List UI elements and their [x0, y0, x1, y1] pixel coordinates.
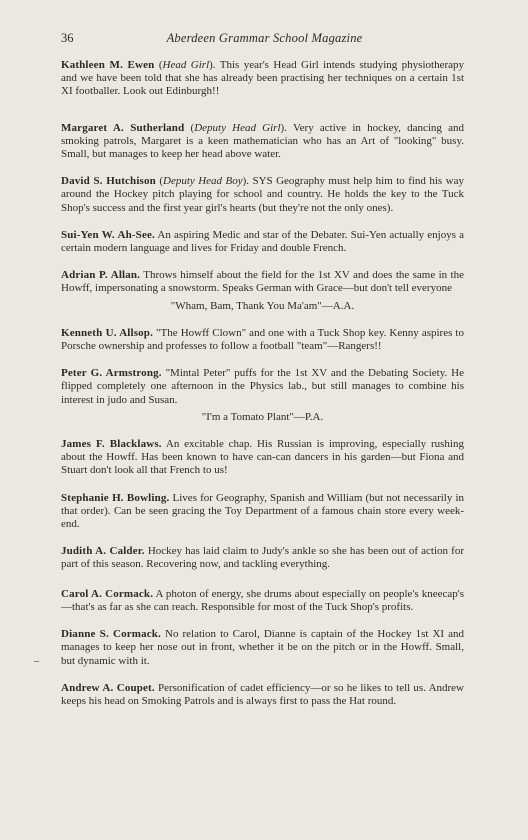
- entry-james-blacklaws: [61, 438, 464, 478]
- entry-role: Deputy Head Girl: [194, 121, 281, 134]
- entry-name: Sui-Yen W. Ah-See.: [61, 228, 155, 241]
- entry-text: Lives for Geography, Spanish and William (but not necessarily in that order). Can be seen gracing the Toy Department of a famous chain store every week-end.: [61, 491, 465, 531]
- entry-name: David S. Hutchison: [61, 175, 156, 188]
- entry-text: This year's Head Girl intends studying physiotherapy and we have been told that she has already been practising her techniques on a certain 1st XI footballer. Look out Edinburgh!!: [61, 59, 464, 98]
- entry-quote: "Wham, Bam, Thank You Ma'am"—A.A.: [170, 299, 355, 312]
- entry-name: Dianne S. Cormack.: [61, 628, 161, 641]
- page-number: 36: [61, 31, 74, 45]
- entry-name: Margaret A. Sutherland: [61, 121, 185, 134]
- entry-name: Kathleen M. Ewen: [61, 59, 155, 71]
- entry-text: Hockey has laid claim to Judy's ankle so she has been out of action for part of this season. Recovering now, and tackling everything.: [61, 545, 465, 571]
- entry-text: An aspiring Medic and star of the Debater. Sui-Yen actually enjoys a certain modern language and lives for Friday and double French.: [61, 228, 464, 255]
- entry-text: Very active in hockey, dancing and smoking patrols, Margaret is a keen mathematician who has an Art of "looking" busy. Small, but manages to keep her head above water.: [61, 121, 465, 161]
- entry-name: Carol A. Cormack.: [61, 587, 154, 600]
- entry-name: Andrew A. Coupet.: [61, 681, 155, 694]
- entries-list: [61, 59, 464, 708]
- entry-dianne-cormack: [61, 628, 464, 668]
- entry-stephanie-bowling: [61, 492, 464, 532]
- entry-sui-yen-ah-see: [61, 229, 464, 255]
- entry-peter-armstrong: [61, 367, 464, 424]
- entry-judith-calder: [61, 545, 464, 571]
- entry-margaret-sutherland: Margaret A. Sutherland (Deputy Head Girl). Very active in hockey, dancing and smoking patrols, Margaret is a keen mathematician who has an Art of "looking" busy. Small, but manages to keep her head above water.: [61, 121, 465, 161]
- entry-adrian-allan: [61, 269, 464, 313]
- entry-role: Deputy Head Boy: [163, 175, 243, 188]
- entry-text: An excitable chap. His Russian is improving, especially rushing about the Howff. Has been known to have can-can dancers in his garden—but Fiona and Stuart don't look all that French to us!: [61, 438, 464, 477]
- margin-dash-mark: [34, 661, 39, 662]
- running-head: [61, 31, 468, 47]
- entry-kenneth-allsop: [61, 327, 464, 353]
- entry-kathleen-ewen: Kathleen M. Ewen (Head Girl). This year's Head Girl intends studying physiotherapy and we have been told that she has already been practising her techniques on a certain 1st XI footballer. Look out Edinburgh!!: [61, 59, 464, 98]
- entry-name: Peter G. Armstrong.: [61, 367, 162, 380]
- entry-name: Stephanie H. Bowling.: [61, 491, 170, 504]
- entry-text: Throws himself about the field for the 1st XV and does the same in the Howff, impersonating a snowstorm. Speaks German with Grace—but don't tell everyone: [61, 269, 464, 295]
- entry-text: Personification of cadet efficiency—or so he likes to tell us. Andrew keeps his head on Smoking Patrols and is always first to pass the Hat round.: [61, 681, 465, 707]
- entry-text: No relation to Carol, Dianne is captain of the Hockey 1st XI and manages to keep her nose out in front, whether it be on the pitch or in the Howff. Small, but dynamic with it.: [61, 628, 464, 667]
- entry-text: A photon of energy, she drums about especially on people's kneecap's—that's as far as she can reach. Responsible for most of the Tuck Shop's profits.: [61, 587, 464, 613]
- entry-david-hutchison: David S. Hutchison (Deputy Head Boy). SYS Geography must help him to find his way around the Hockey pitch playing for school and country. He holds the key to the Tuck Shop's success and the first year girl's hearts (but they're not the only ones).: [61, 175, 464, 214]
- entry-andrew-coupet: [61, 682, 464, 708]
- entry-name: Adrian P. Allan.: [61, 269, 141, 282]
- entry-name: Kenneth U. Allsop.: [61, 326, 153, 339]
- entry-name: Judith A. Calder.: [61, 545, 145, 558]
- entry-carol-cormack: [61, 588, 464, 614]
- entry-text: "The Howff Clown" and one with a Tuck Shop key. Kenny aspires to Porsche ownership and professes to follow a football "team"—Rangers!!: [61, 326, 464, 353]
- magazine-title: Aberdeen Grammar School Magazine: [166, 31, 363, 45]
- entry-text: "Mintal Peter" puffs for the 1st XV and the Debating Society. He flipped completely one afternoon in the Physics lab., but still manages to combine his interest in judo and Susan.: [61, 367, 464, 406]
- entry-quote: "I'm a Tomato Plant"—P.A.: [201, 410, 324, 423]
- entry-text: SYS Geography must help him to find his way around the Hockey pitch playing for school and country. He holds the key to the Tuck Shop's success and the first year girl's hearts (but they're not the only ones).: [61, 175, 464, 214]
- entry-name: James F. Blacklaws.: [61, 438, 162, 451]
- entry-role: Head Girl: [162, 59, 210, 71]
